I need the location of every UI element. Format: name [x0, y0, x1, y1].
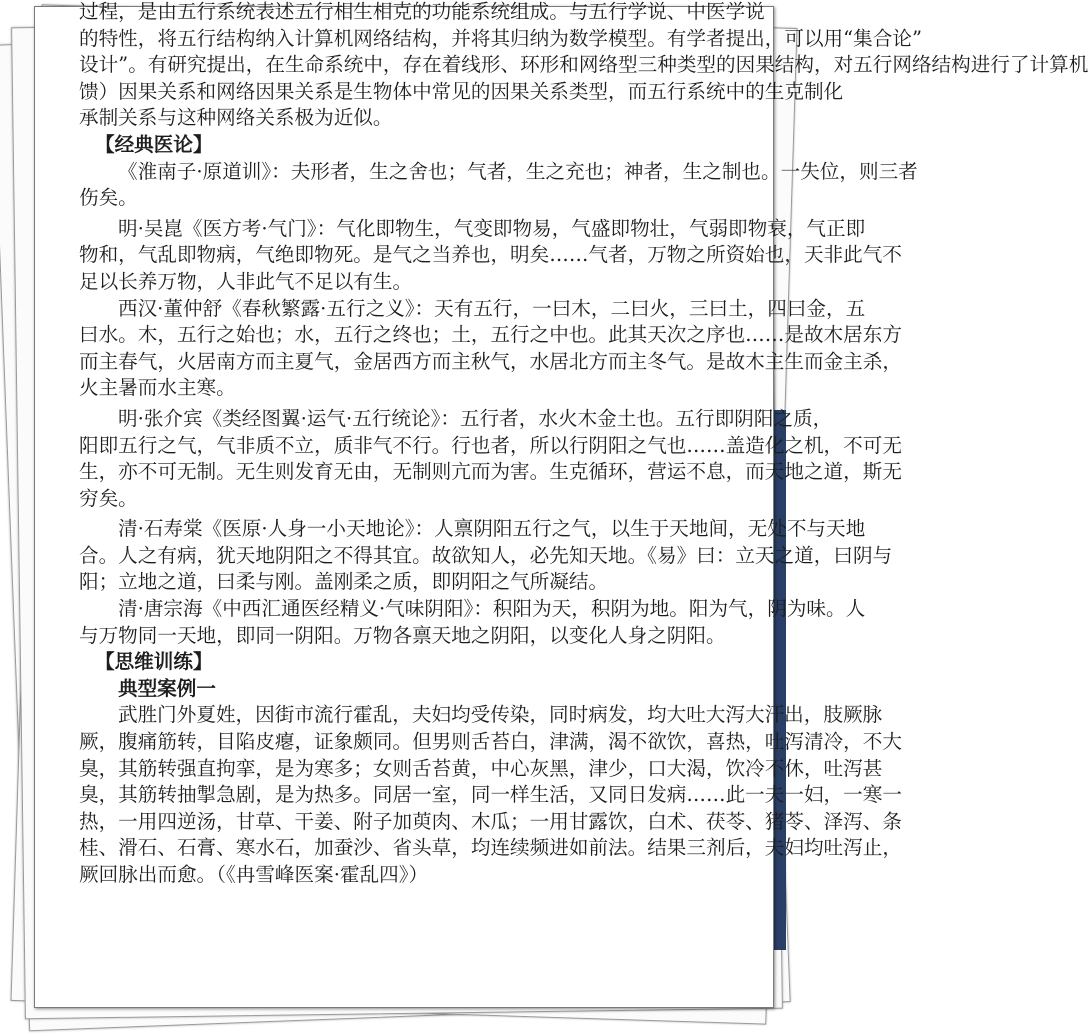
classic-quote-line: 火主暑而水主寒。 — [79, 376, 236, 400]
case-line: 热，一用四逆汤，甘草、干姜、附子加萸肉、木瓜；一用甘露饮，白术、茯苓、猪苓、泽泻、条 — [79, 809, 902, 833]
intro-line: 的特性，将五行结构纳入计算机网络结构，并将其归纳为数学模型。有学者提出，可以用“集合论” — [79, 26, 922, 50]
intro-line: 设计”。有研究提出，在生命系统中，存在着线形、环形和网络型三种类型的因果结构，对五行网络结构进行了计算机 — [79, 53, 1088, 77]
classic-quote-line: 而主春气，火居南方而主夏气，金居西方而主秋气，水居北方而主冬气。是故木主生而金主杀， — [79, 349, 902, 373]
classic-quote-line: 物和，气乱即物病，气绝即物死。是气之当养也，明矣……气者，万物之所资始也，天非此气不 — [79, 243, 902, 267]
classic-quote-line: 足以长养万物，人非此气不足以有生。 — [79, 269, 413, 293]
case-line: 厥回脉出而愈。（《冉雪峰医案·霍乱四》） — [79, 863, 429, 886]
classic-quote-line: 阳即五行之气，气非质不立，质非气不行。行也者，所以行阴阳之气也……盖造化之机，不可无 — [79, 433, 902, 457]
case-title: 典型案例一 — [118, 676, 216, 700]
case-line: 臭，其筋转抽掣急剧，是为热多。同居一室，同一样生活，又同日发病……此一夫一妇，一寒一 — [79, 783, 902, 807]
intro-line: 馈）因果关系和网络因果关系是生物体中常见的因果关系类型，而五行系统中的生克制化 — [79, 79, 844, 103]
classic-quote-line: 西汉·董仲舒《春秋繁露·五行之义》：天有五行，一曰木，二曰火，三曰土，四曰金，五 — [118, 296, 866, 320]
case-line: 厥，腹痛筋转，目陷皮瘪，证象颇同。但男则舌苔白，津满，渴不欲饮，喜热，吐泻清冷，不大 — [79, 730, 902, 754]
classic-quote-line: 伤矣。 — [79, 186, 138, 210]
classic-quote-line: 清·唐宗海《中西汇通医经精义·气味阴阳》：积阳为天，积阴为地。阳为气，阴为味。人 — [118, 597, 866, 621]
classic-quote-line: 穷矣。 — [79, 486, 138, 510]
document-page — [34, 0, 1088, 1008]
classic-quote-line: 明·张介宾《类经图翼·运气·五行统论》：五行者，水火木金土也。五行即阴阳之质， — [118, 406, 833, 430]
classic-quote-line: 《淮南子·原道训》：夫形者，生之舍也；气者，生之充也；神者，生之制也。一失位，则三者 — [118, 159, 918, 183]
intro-line: 承制关系与这种网络关系极为近似。 — [79, 106, 393, 130]
classic-quote-line: 与万物同一天地，即同一阴阳。万物各禀天地之阴阳，以变化人身之阴阳。 — [79, 623, 726, 647]
classic-quote-line: 清·石寿棠《医原·人身一小天地论》：人禀阴阳五行之气，以生于天地间，无处不与天地 — [118, 517, 866, 541]
section-heading-classics: 【经典医论】 — [95, 132, 213, 156]
classic-quote-line: 生，亦不可无制。无生则发育无由，无制则亢而为害。生克循环，营运不息，而天地之道，斯无 — [79, 460, 902, 484]
classic-quote-line: 阳；立地之道，曰柔与刚。盖刚柔之质，即阴阳之气所凝结。 — [79, 570, 609, 594]
case-line: 桂、滑石、石膏、寒水石，加蚕沙、省头草，均连续频进如前法。结果三剂后，夫妇均吐泻止， — [79, 836, 902, 860]
classic-quote-line: 曰水。木，五行之始也；水，五行之终也；土，五行之中也。此其天次之序也……是故木居东方 — [79, 323, 902, 347]
page-text — [79, 0, 1088, 889]
classic-quote-line: 明·吴崑《医方考·气门》：气化即物生，气变即物易，气盛即物壮，气弱即物衰，气正即 — [118, 216, 866, 240]
case-line: 武胜门外夏姓，因街市流行霍乱，夫妇均受传染，同时病发，均大吐大泻大汗出，肢厥脉 — [118, 703, 883, 727]
case-line: 臭，其筋转强直拘挛，是为寒多；女则舌苔黄，中心灰黑，津少，口大渴，饮冷不休，吐泻甚 — [79, 756, 883, 780]
section-heading-training: 【思维训练】 — [95, 650, 213, 674]
classic-quote-line: 合。人之有病，犹天地阴阳之不得其宜。故欲知人，必先知天地。《易》曰：立天之道，曰阴与 — [79, 543, 893, 567]
intro-line: 过程，是由五行系统表述五行相生相克的功能系统组成。与五行学说、中医学说 — [79, 0, 765, 23]
